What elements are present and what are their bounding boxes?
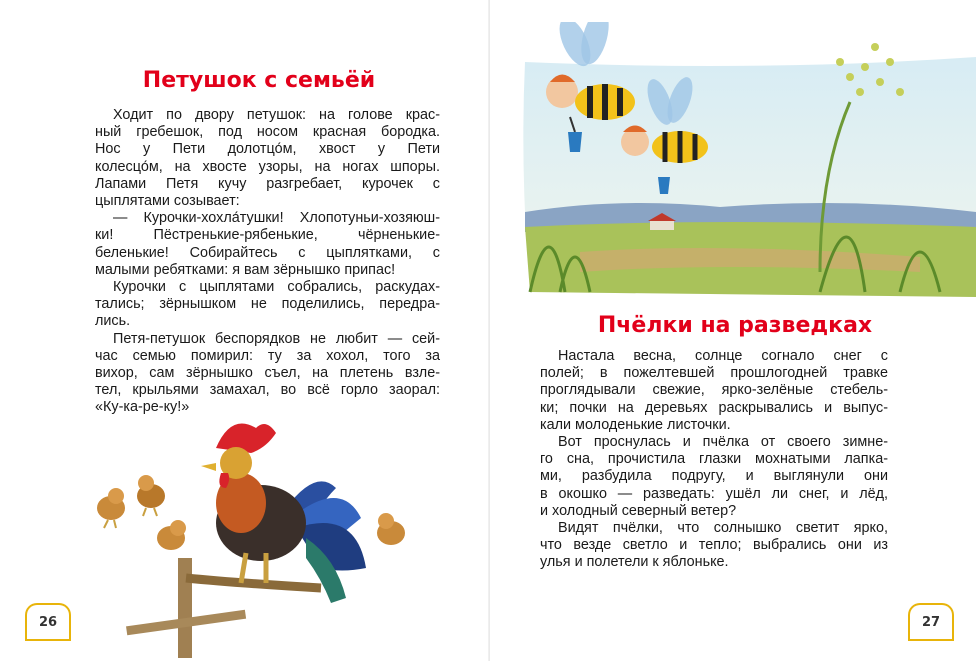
fence-post bbox=[178, 558, 192, 658]
text-line: ми, разбудила подругу, и выглянули они bbox=[540, 468, 888, 485]
text-line: Петя-петушок беспорядков не любит — сей- bbox=[113, 330, 440, 347]
text-line: Курочки с цыплятами собрались, раскудах- bbox=[113, 279, 440, 296]
rooster-beak bbox=[201, 463, 216, 471]
text-line: кали молоденькие листочки. bbox=[540, 416, 731, 433]
text-line: цыплятами созывает: bbox=[95, 193, 240, 210]
bucket-1 bbox=[568, 132, 582, 152]
page-title-left: Петушок с семьёй bbox=[142, 68, 376, 93]
text-line: в окошко — разведать: ушёл ли снег, и лёд, bbox=[540, 485, 888, 502]
text-line: полей; в пожелтевшей прошлогодней травке bbox=[540, 365, 888, 382]
text-line: Вот проснулась и пчёлка от своего зимне- bbox=[558, 434, 888, 451]
page-number-left: 26 bbox=[25, 603, 71, 641]
text-line: беленькие! Собирайтесь с цыплятками, с bbox=[95, 244, 440, 261]
text-line: «Ку-ка-ре-ку!» bbox=[95, 399, 190, 416]
rooster-comb bbox=[216, 424, 276, 454]
text-line: колесцо́м, на хвосте узоры, на ногах шпоры. bbox=[95, 158, 440, 175]
text-line: тел, крыльями замахал, во всё горло заорал: bbox=[95, 382, 440, 399]
text-line: проглядывали свежие, ярко-зелёные стебель- bbox=[540, 382, 888, 399]
fence-branch bbox=[186, 578, 321, 588]
page-number-right: 27 bbox=[908, 603, 954, 641]
chick-1 bbox=[97, 488, 125, 528]
rooster-illustration bbox=[66, 408, 486, 658]
text-line: Видят пчёлки, что солнышко светит ярко, bbox=[558, 520, 888, 537]
text-line: го сна, прочистила глазки мохнатыми лапка- bbox=[540, 451, 888, 468]
text-line: Лапами Петя кучу разгребает, курочек с bbox=[95, 175, 440, 192]
text-line: ный гребешок, под носом красная бородка. bbox=[95, 124, 440, 141]
page-number-underline-left bbox=[25, 639, 71, 641]
text-line: Нос у Пети долотцо́м, хвост у Пети bbox=[95, 141, 440, 158]
story-text-left bbox=[95, 107, 440, 417]
text-line: улья и полетели к яблоньке. bbox=[540, 554, 729, 571]
page-number-underline-right bbox=[908, 639, 954, 641]
farmhouse bbox=[650, 220, 674, 230]
text-line: и холодный северный ветер? bbox=[540, 502, 737, 519]
text-line: час семью помирил: ту за хохол, того за bbox=[95, 347, 440, 364]
chick-4 bbox=[377, 513, 405, 545]
text-line: лись. bbox=[95, 313, 131, 330]
story-text-right bbox=[540, 348, 888, 572]
page-title-right: Пчёлки на разведках bbox=[597, 313, 873, 338]
bucket-2 bbox=[658, 177, 670, 194]
text-line: ки; почки на деревьях раскрывались и выпус- bbox=[540, 399, 888, 416]
chick-3 bbox=[157, 520, 186, 550]
text-line: ки! Пёстренькие-рябенькие, чёрненькие- bbox=[95, 227, 440, 244]
text-line: тались; зёрнышком не поделились, передра- bbox=[95, 296, 440, 313]
text-line: малыми ребятками: я вам зёрнышко припас! bbox=[95, 261, 396, 278]
text-line: Настала весна, солнце согнало снег с bbox=[558, 348, 888, 364]
chick-2 bbox=[137, 475, 165, 516]
text-line: — Курочки-хохла́тушки! Хлопотуньи-хозяюш- bbox=[113, 210, 440, 227]
text-line: что везде светло и тепло; выбрались они из bbox=[540, 537, 888, 554]
right-page bbox=[490, 0, 980, 661]
text-line: вихор, сам зёрнышко съел, на плетень взле- bbox=[95, 365, 440, 382]
text-line: Ходит по двору петушок: на голове крас- bbox=[113, 107, 440, 123]
bees-illustration bbox=[520, 22, 976, 302]
